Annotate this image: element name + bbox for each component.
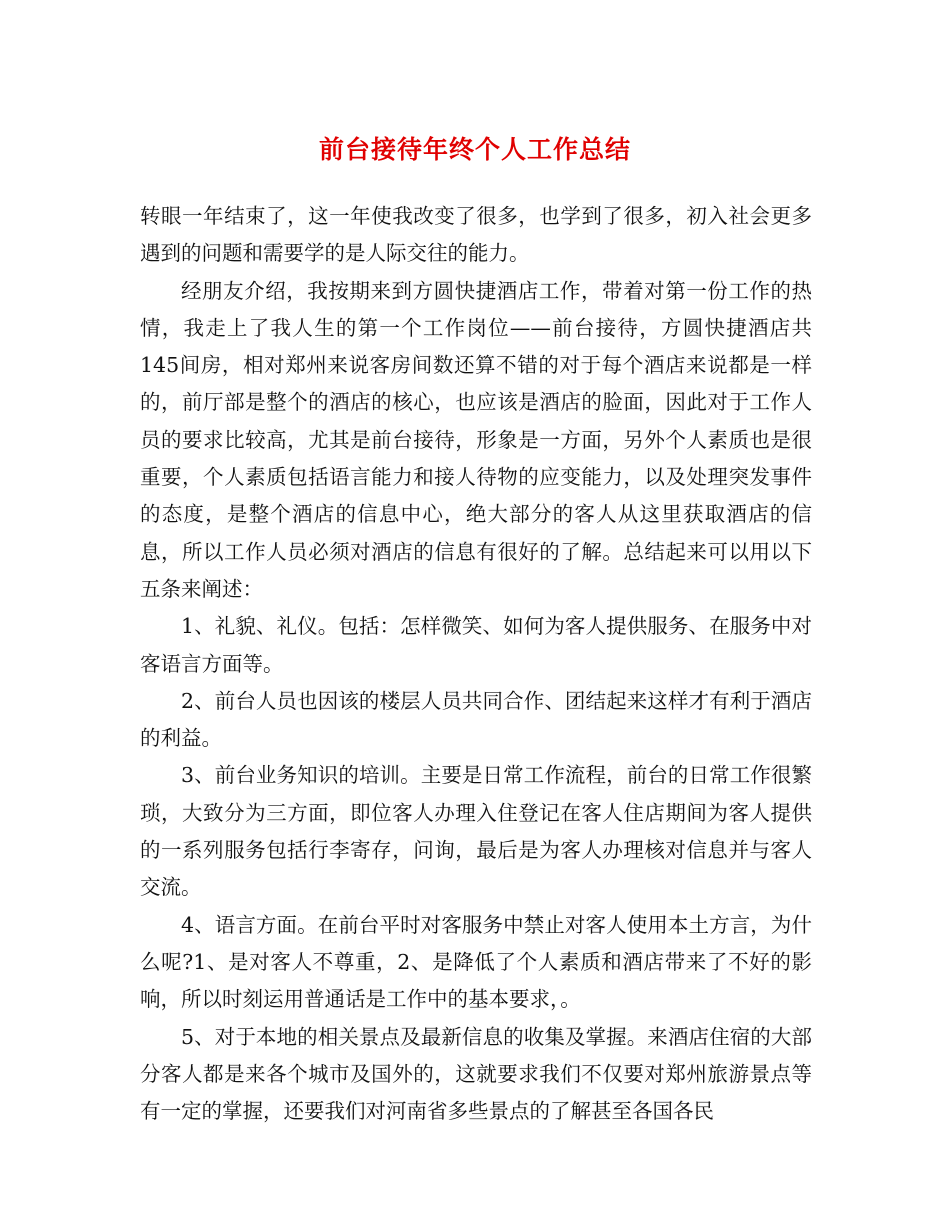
paragraph-point-1: 1、礼貌、礼仪。包括：怎样微笑、如何为客人提供服务、在服务中对客语言方面等。 [140, 614, 812, 676]
paragraph-intro: 转眼一年结束了，这一年使我改变了很多，也学到了很多，初入社会更多遇到的问题和需要学的是人际交往的能力。 [140, 204, 812, 266]
document-body [140, 198, 812, 1130]
paragraph-point-3: 3、前台业务知识的培训。主要是日常工作流程，前台的日常工作很繁琐，大致分为三方面，即位客人办理入住登记在客人住店期间为客人提供的一系列服务包括行李寄存，问询，最后是为客人办理核对信息并与客人交流。 [140, 763, 812, 900]
paragraph-point-4: 4、语言方面。在前台平时对客服务中禁止对客人使用本土方言，为什么呢?1、是对客人不尊重，2、是降低了个人素质和酒店带来了不好的影响，所以时刻运用普通话是工作中的基本要求，。 [140, 912, 812, 1012]
paragraph-background: 经朋友介绍，我按期来到方圆快捷酒店工作，带着对第一份工作的热情，我走上了我人生的第一个工作岗位——前台接待，方圆快捷酒店共145间房，相对郑州来说客房间数还算不错的对于每个酒店来说都是一样的，前厅部是整个的酒店的核心，也应该是酒店的脸面，因此对于工作人员的要求比较高，尤其是前台接待，形象是一方面，另外个人素质也是很重要，个人素质包括语言能力和接人待物的应变能力，以及处理突发事件的态度，是整个酒店的信息中心，绝大部分的客人从这里获取酒店的信息，所以工作人员必须对酒店的信息有很好的了解。总结起来可以用以下五条来阐述： [140, 278, 812, 601]
document-title: 前台接待年终个人工作总结 [318, 135, 631, 164]
paragraph-point-5: 5、对于本地的相关景点及最新信息的收集及掌握。来酒店住宿的大部分客人都是来各个城市及国外的，这就要求我们不仅要对郑州旅游景点等有一定的掌握，还要我们对河南省多些景点的了解甚至各国各民 [140, 1024, 812, 1124]
paragraph-point-2: 2、前台人员也因该的楼层人员共同合作、团结起来这样才有利于酒店的利益。 [140, 688, 812, 751]
